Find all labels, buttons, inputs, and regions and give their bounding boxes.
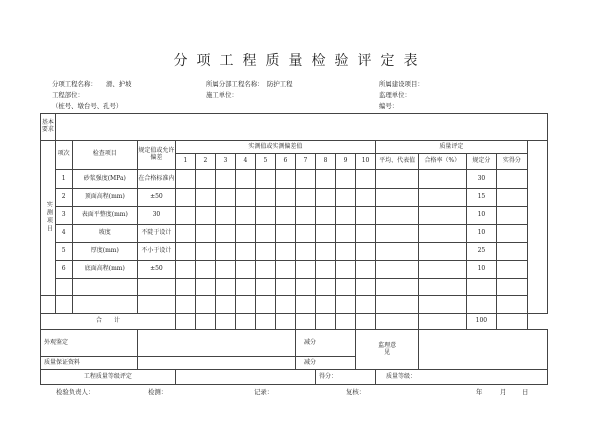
basic-requirements-content (55, 114, 547, 141)
grade-content (175, 370, 315, 385)
grade-label: 工程质量等级评定 (41, 370, 176, 385)
score-label: 得分： (315, 370, 375, 385)
page-title: 分项工程质量检验评定表 (173, 53, 427, 69)
row-no: 4 (55, 224, 72, 242)
table-row (41, 224, 548, 242)
row-spec: 不陡于设计 (137, 224, 175, 242)
row-no: 1 (55, 169, 72, 188)
meta-unit: 工程部位： (52, 91, 84, 99)
meta-construction-unit: 施工单位： (206, 91, 238, 99)
meta-supervision-unit: 监理单位： (379, 91, 411, 99)
row-item: 坡度 (72, 224, 137, 242)
meta-number: 编号： (379, 102, 399, 110)
row-item: 顶面高程(mm) (72, 189, 137, 207)
row-score: 10 (466, 260, 497, 278)
deduct-label-1: 减分 (295, 330, 355, 357)
row-item: 底面高程(mm) (72, 260, 137, 278)
table-row (41, 206, 548, 224)
quality-docs-content (137, 356, 295, 369)
measure-num: 2 (195, 154, 215, 170)
row-item: 表面平整度(mm) (72, 206, 137, 224)
footer-reviewer: 复核： (346, 388, 366, 396)
footer-checker: 检测： (148, 388, 168, 396)
measure-num: 7 (295, 154, 315, 170)
evaluation-table (40, 113, 548, 385)
row-spec: 不小于设计 (137, 242, 175, 260)
col-header-score-real: 实得分 (497, 154, 528, 170)
row-spec: ±50 (137, 189, 175, 207)
table-row (41, 260, 548, 278)
footer-year: 年 (476, 388, 483, 396)
total-score: 100 (466, 314, 497, 330)
measured-items-text: 实测项目 (45, 200, 53, 233)
table-row (41, 242, 548, 260)
meta-project-name-label: 分项工程名称： (52, 80, 97, 88)
supervisor-opinion-label (356, 330, 419, 370)
footer-inspector: 检验负责人： (56, 388, 95, 396)
total-label: 合 计 (41, 314, 176, 330)
table-row (41, 189, 548, 207)
row-score: 30 (466, 169, 497, 188)
measure-num: 1 (175, 154, 195, 170)
measure-num: 3 (215, 154, 235, 170)
supervisor-opinion-content (419, 330, 548, 370)
col-header-pass-rate: 合格率（%） (419, 154, 466, 170)
row-score: 25 (466, 242, 497, 260)
col-header-no: 项次 (55, 140, 72, 169)
supervisor-opinion-text: 监理意见 (378, 341, 397, 356)
meta-parent-project-value: 防护工程 (267, 80, 293, 88)
row-item: 厚度(mm) (72, 242, 137, 260)
row-score: 15 (466, 189, 497, 207)
row-spec: 在合格标准内 (137, 169, 175, 188)
measure-num: 4 (235, 154, 255, 170)
table-row (41, 169, 548, 188)
meta-project-name-value: 滑、护坡 (106, 80, 132, 88)
footer-month: 月 (500, 388, 507, 396)
appearance-label: 外观鉴定 (41, 330, 138, 357)
footer-recorder: 记录： (254, 388, 274, 396)
table-row-empty (41, 296, 548, 314)
col-header-spec: 规定值或允许偏差 (137, 140, 175, 169)
measure-num: 5 (255, 154, 275, 170)
meta-construction-project: 所属建设项目： (379, 80, 424, 88)
right-margin-cell (527, 140, 547, 313)
measured-items-label (41, 140, 56, 296)
col-header-avg: 平均、代表值 (376, 154, 419, 170)
row-score: 10 (466, 206, 497, 224)
row-no: 5 (55, 242, 72, 260)
grade-row (41, 370, 548, 385)
measure-num: 9 (335, 154, 355, 170)
measure-num: 8 (315, 154, 335, 170)
row-item: 砂浆强度(MPa) (72, 169, 137, 188)
deduct-label-2: 减分 (295, 356, 355, 369)
row-score: 10 (466, 224, 497, 242)
appearance-row (41, 330, 548, 357)
meta-station: （桩号、墩台号、孔号） (52, 102, 123, 110)
grade-level-label: 质量等级： (376, 370, 548, 385)
row-no: 3 (55, 206, 72, 224)
total-row (41, 314, 548, 330)
col-header-score-std: 规定分 (466, 154, 497, 170)
row-no: 2 (55, 189, 72, 207)
row-no: 6 (55, 260, 72, 278)
col-header-item: 检查项目 (72, 140, 137, 169)
col-header-measured: 实测值或实测偏差值 (175, 140, 375, 153)
appearance-content (137, 330, 295, 357)
col-header-quality: 质量评定 (376, 140, 528, 153)
measure-num: 10 (356, 154, 376, 170)
basic-requirements-text: 基本要求 (41, 119, 54, 133)
quality-docs-label: 质量保证资料 (41, 356, 138, 369)
measure-num: 6 (275, 154, 295, 170)
meta-parent-project-label: 所属分部工程名称： (206, 80, 264, 88)
row-spec: ±50 (137, 260, 175, 278)
table-row-empty (41, 278, 548, 296)
basic-requirements-label (41, 114, 56, 141)
footer-day: 日 (522, 388, 529, 396)
row-spec: 30 (137, 206, 175, 224)
